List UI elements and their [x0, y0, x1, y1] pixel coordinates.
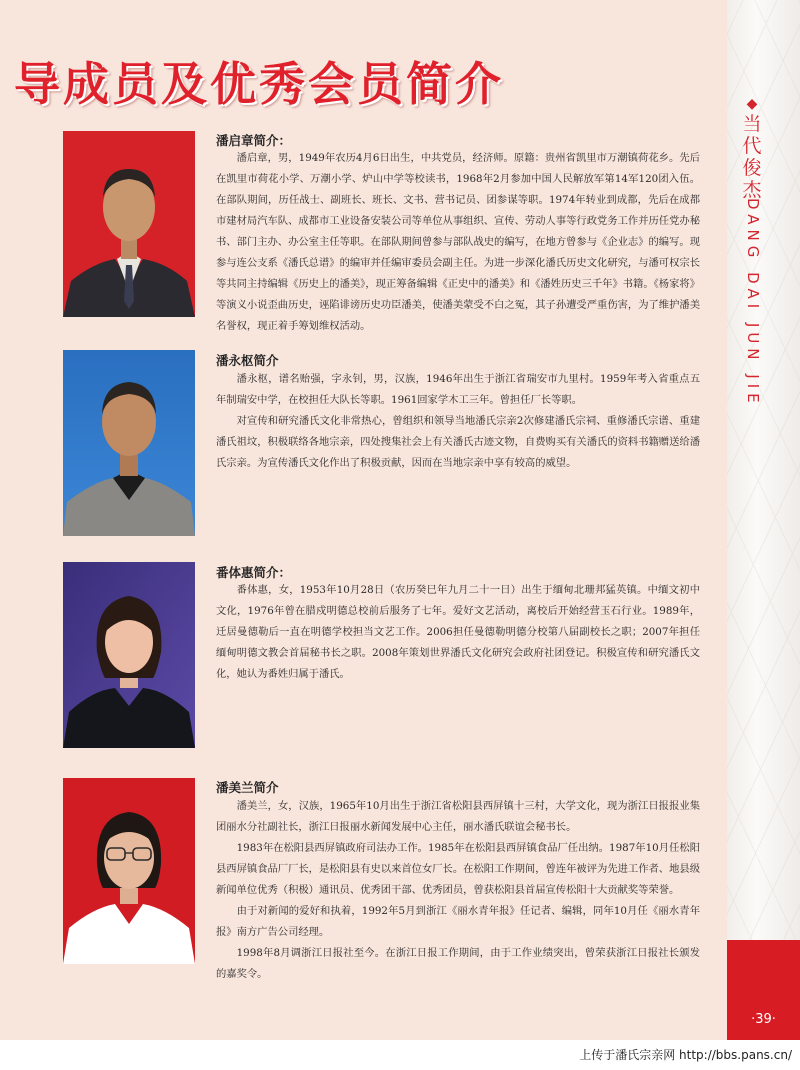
bio-paragraph: 潘启章，男，1949年农历4月6日出生，中共党员，经济师。原籍：贵州省凯里市万潮镇荷花乡。先后在凯里市荷花小学、万潮小学、炉山中学等校读书，1968年2月参加中国人民解放军第14军120团入伍。在部队期间，历任战士、副班长、班长、文书、营书记员、团参谋等职。1974年转业到成都，先后在成都市建材局汽车队、成都市工业设备安装公司等单位从事组织、宣传、劳动人事等行政党务工作并历任党办秘书、部门主办、办公室主任等职。在部队期间曾参与部队战史的编写，在地方曾参与《企业志》的编写。现参与连公支系《潘氏总谱》的编审并任编审委员会副主任。为进一步深化潘氏历史文化研究，与潘可权宗长等共同主持编辑《历史上的潘美》，现正筹备编辑《正史中的潘美》和《潘姓历史三千年》书籍。《杨家将》等演义小说歪曲历史，诬陷诽谤历史功臣潘美，使潘美蒙受不白之冤，其子孙遭受严重伤害，为了维护潘美名誉权，现正着手筹划维权活动。 [216, 152, 700, 332]
member-name-3: 番体惠简介： [216, 565, 292, 580]
bio-paragraph: 对宣传和研究潘氏文化非常热心，曾组织和领导当地潘氏宗亲2次修建潘氏宗祠、重修潘氏宗谱、重建潘氏祖坟，积极联络各地宗亲，四处搜集社会上有关潘氏古迹文物，自费购买有关潘氏的资料书籍赠送给潘氏宗亲。为宣传潘氏文化作出了积极贡献，因而在当地宗亲中享有较高的威望。 [216, 415, 700, 469]
page-number: ·39· [751, 1012, 776, 1027]
portrait-photo-4 [63, 778, 195, 964]
diamond-icon: ◆ [746, 96, 758, 112]
portrait-photo-3 [63, 562, 195, 748]
section-vertical-title [742, 95, 762, 201]
vertical-char: 代 [742, 135, 762, 157]
member-name-4: 潘美兰简介 [216, 780, 279, 795]
member-bio-3 [216, 580, 700, 685]
member-name-1: 潘启章简介： [216, 133, 292, 148]
footer-watermark-text: 上传于潘氏宗亲网 http://bbs.pans.cn/ [579, 1048, 792, 1062]
portrait-photo-2 [63, 350, 195, 536]
member-bio-1 [216, 148, 700, 337]
bio-paragraph: 潘美兰，女，汉族，1965年10月出生于浙江省松阳县西屏镇十三村，大学文化，现为浙江日报报业集团丽水分社副社长，浙江日报丽水新闻发展中心主任，丽水潘氏联谊会秘书长。 [216, 800, 700, 833]
vertical-char: 俊 [742, 157, 762, 179]
bio-paragraph: 番体惠，女，1953年10月28日（农历癸巳年九月二十一日）出生于缅甸北珊邦猛英镇。中缅文初中文化，1976年曾在腊戍明德总校前后服务了七年。爱好文艺活动，离校后开始经营玉石行业。1989年，迁居曼德勒后一直在明德学校担当文艺工作。2006担任曼德勒明德分校第八届副校长之职；2007年担任缅甸明德文教会首届秘书长之职。2008年策划世界潘氏文化研究会政府社团登记。积极宣传和研究潘氏文化，她认为番姓归属于潘氏。 [216, 584, 700, 680]
bio-paragraph: 潘永枢，谱名贻强，字永钊，男，汉族，1946年出生于浙江省瑞安市九里村。1959年考入省重点五年制瑞安中学，在校担任大队长等职。1961回家学木工三年。曾担任厂长等职。 [216, 373, 700, 406]
vertical-char: 杰 [742, 179, 762, 201]
portrait-photo-1 [63, 131, 195, 317]
member-bio-2 [216, 369, 700, 474]
bio-paragraph: 1983年在松阳县西屏镇政府司法办工作。1985年在松阳县西屏镇食品厂任出纳。1987年10月任松阳县西屏镇食品厂厂长，是松阳县有史以来首位女厂长。在松阳工作期间，曾连年被评为先进工作者、地县级新闻单位优秀（积极）通讯员、优秀团干部、优秀团员，曾获松阳县首届宣传松阳十大贡献奖等荣誉。 [216, 842, 700, 896]
section-vertical-pinyin: DANG DAI JUN JIE [744, 198, 762, 408]
page-title: 导成员及优秀会员简介 [14, 57, 504, 111]
footer-bar [0, 1040, 800, 1070]
member-bio-4 [216, 796, 700, 985]
member-name-2: 潘永枢简介 [216, 353, 279, 368]
bio-paragraph: 由于对新闻的爱好和执着，1992年5月到浙江《丽水青年报》任记者、编辑，同年10月任《丽水青年报》南方广告公司经理。 [216, 905, 700, 938]
bio-paragraph: 1998年8月调浙江日报社至今。在浙江日报工作期间，由于工作业绩突出，曾荣获浙江日报社长颁发的嘉奖令。 [216, 947, 700, 980]
side-strip [727, 0, 800, 1070]
vertical-char: 当 [742, 113, 762, 135]
